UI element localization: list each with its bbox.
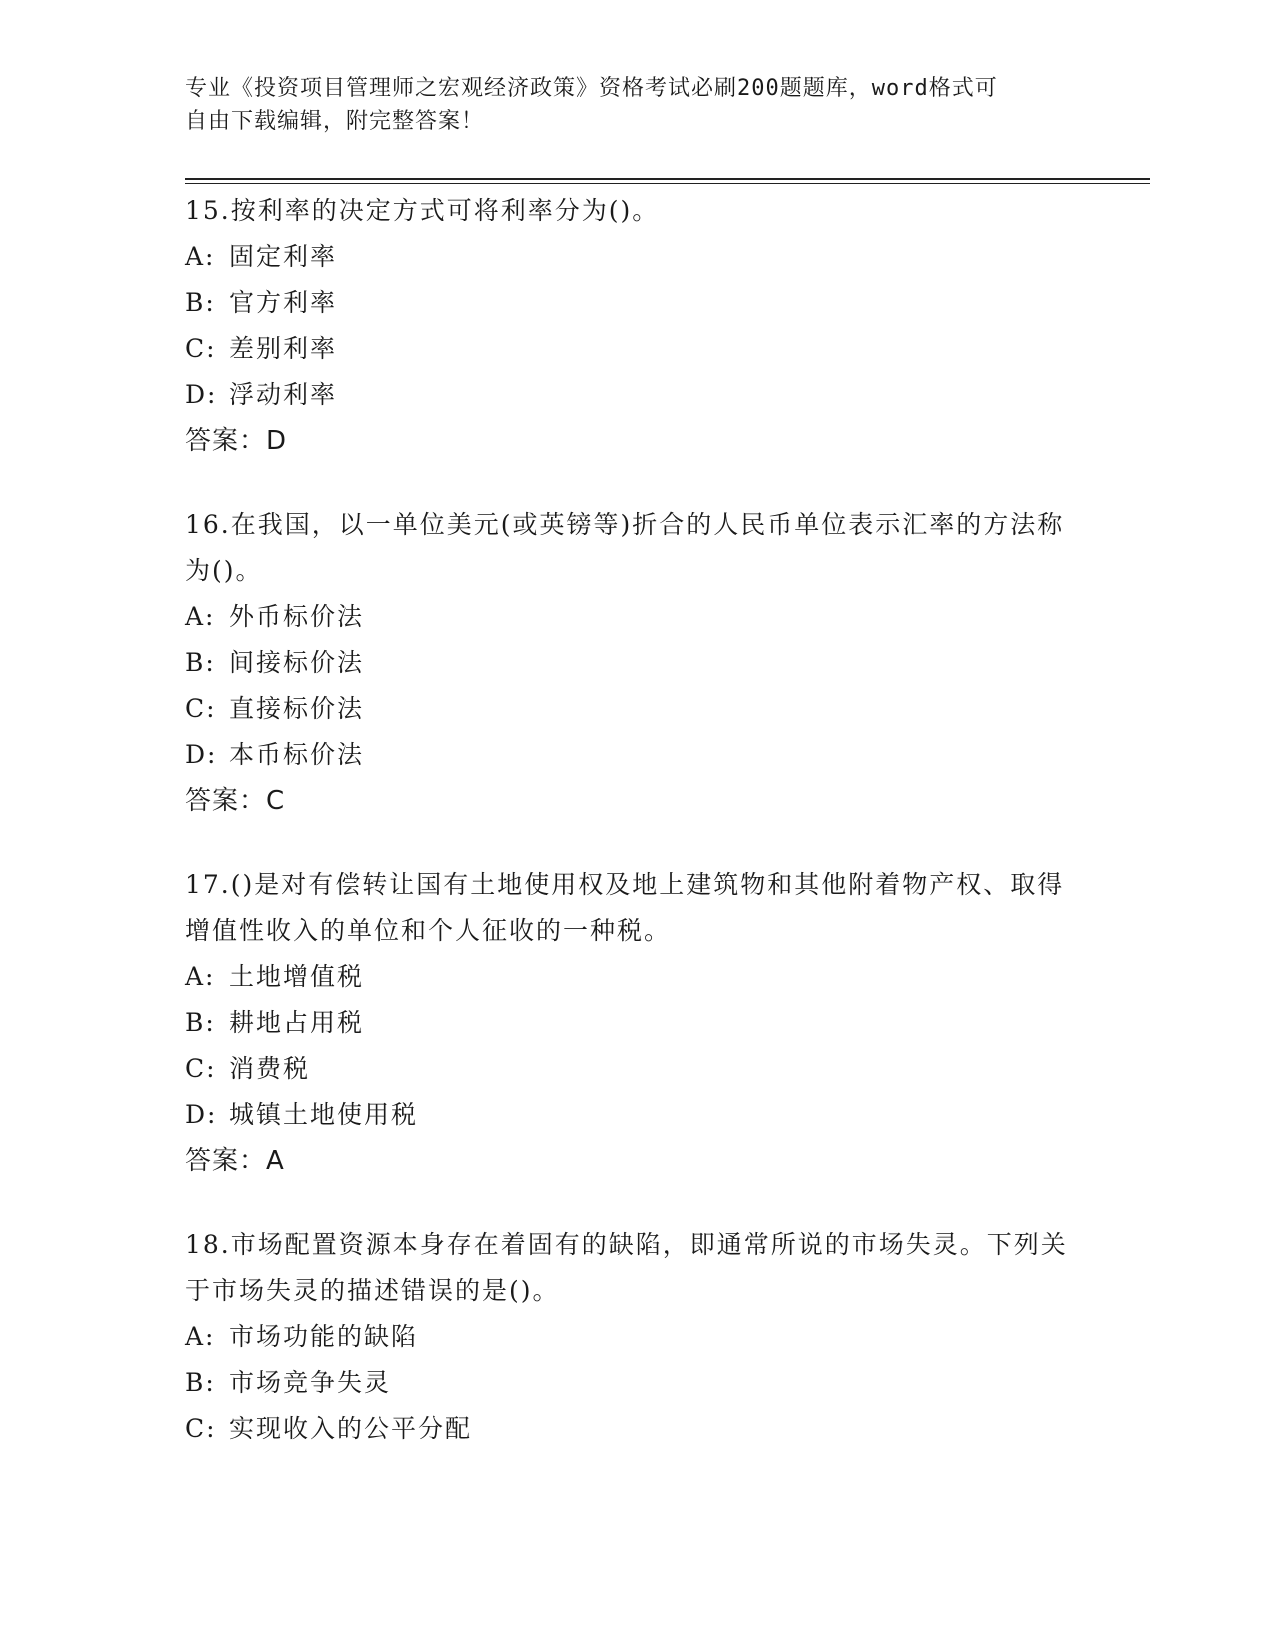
option-c [185,326,1085,372]
option-letter: A: [185,1322,216,1351]
option-d [185,372,1085,418]
option-letter: D: [185,380,218,409]
option-b [185,1360,1085,1406]
option-b [185,640,1085,686]
option-text: 土地增值税 [229,962,365,991]
option-letter: C: [185,1414,217,1443]
question-stem: 15.按利率的决定方式可将利率分为()。 [185,196,660,225]
option-text: 市场竞争失灵 [229,1368,392,1397]
option-letter: A: [185,242,216,271]
answer-line: 答案：D [185,426,288,456]
option-text: 直接标价法 [229,694,365,723]
option-text: 差别利率 [229,334,338,363]
question-stem: 16.在我国，以一单位美元(或英镑等)折合的人民币单位表示汇率的方法称为()。 [185,510,1065,585]
option-text: 城镇土地使用税 [229,1100,419,1129]
option-letter: B: [185,648,216,677]
header-line-2: 自由下载编辑，附完整答案！ [185,109,485,134]
option-a [185,954,1085,1000]
answer-line: 答案：C [185,786,286,816]
option-a [185,1314,1085,1360]
header-line-1: 专业《投资项目管理师之宏观经济政策》资格考试必刷200题题库，word格式可 [185,76,998,101]
option-text: 间接标价法 [229,648,365,677]
question-block [185,502,1085,824]
option-text: 外币标价法 [229,602,365,631]
question-list [185,188,1085,1490]
question-block [185,1222,1085,1452]
option-b [185,1000,1085,1046]
option-b [185,280,1085,326]
option-letter: C: [185,1054,217,1083]
option-text: 市场功能的缺陷 [229,1322,419,1351]
option-a [185,234,1085,280]
option-letter: A: [185,962,216,991]
option-a [185,594,1085,640]
option-text: 实现收入的公平分配 [229,1414,473,1443]
option-text: 固定利率 [229,242,338,271]
option-d [185,732,1085,778]
question-stem: 18.市场配置资源本身存在着固有的缺陷，即通常所说的市场失灵。下列关于市场失灵的描述错误的是()。 [185,1230,1068,1305]
option-text: 本币标价法 [229,740,365,769]
header-divider-thin [185,183,1150,184]
question-block [185,862,1085,1184]
option-letter: B: [185,1368,216,1397]
option-text: 官方利率 [229,288,338,317]
option-c [185,1046,1085,1092]
option-c [185,1406,1085,1452]
option-text: 消费税 [229,1054,311,1083]
question-stem: 17.()是对有偿转让国有土地使用权及地上建筑物和其他附着物产权、取得增值性收入的单位和个人征收的一种税。 [185,870,1065,945]
option-letter: C: [185,334,217,363]
question-block [185,188,1085,464]
header-divider-thick [185,178,1150,180]
option-letter: D: [185,1100,218,1129]
option-c [185,686,1085,732]
option-letter: A: [185,602,216,631]
option-text: 耕地占用税 [229,1008,365,1037]
option-letter: B: [185,288,216,317]
answer-line: 答案：A [185,1146,285,1176]
option-text: 浮动利率 [229,380,338,409]
option-letter: B: [185,1008,216,1037]
option-d [185,1092,1085,1138]
document-header [185,72,1075,138]
option-letter: C: [185,694,217,723]
option-letter: D: [185,740,218,769]
